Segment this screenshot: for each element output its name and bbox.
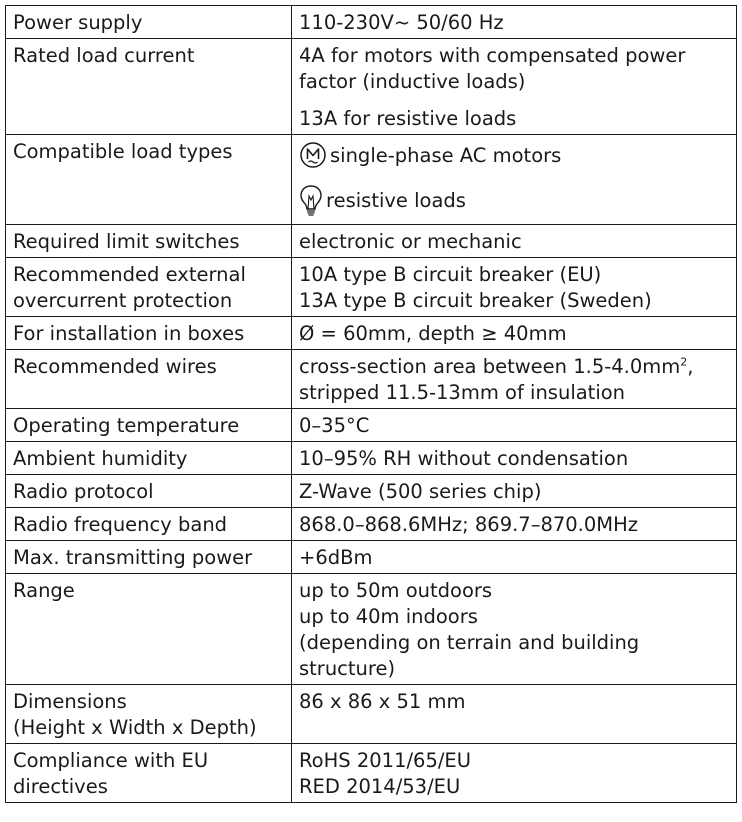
spec-label-text: Operating temperature — [13, 414, 240, 437]
spec-label — [6, 258, 292, 317]
load-type-motor — [299, 140, 730, 172]
spec-label-text: Radio protocol — [13, 480, 154, 503]
spec-value — [292, 39, 737, 135]
spec-label — [6, 225, 292, 258]
spec-label — [6, 574, 292, 685]
spec-value — [292, 508, 737, 541]
spec-label-text: Dimensions — [13, 690, 127, 713]
spec-label — [6, 350, 292, 409]
spec-value-text: Z-Wave (500 series chip) — [299, 480, 542, 503]
spec-value-text — [299, 354, 730, 380]
spec-value-text: 13A for resistive loads — [299, 107, 517, 130]
table-row — [6, 6, 737, 39]
spec-label-text: Recommended external — [13, 263, 246, 286]
table-row — [6, 475, 737, 508]
spec-value — [292, 225, 737, 258]
table-row — [6, 442, 737, 475]
spec-label — [6, 744, 292, 803]
spec-label — [6, 135, 292, 225]
spec-value — [292, 317, 737, 350]
spec-label — [6, 409, 292, 442]
spec-value-text: 13A type B circuit breaker (Sweden) — [299, 289, 652, 312]
spec-value — [292, 135, 737, 225]
spec-label-text: Compliance with EU — [13, 749, 209, 772]
spec-value — [292, 574, 737, 685]
spec-value — [292, 442, 737, 475]
spec-value-text: electronic or mechanic — [299, 230, 522, 253]
spec-label — [6, 39, 292, 135]
table-row — [6, 541, 737, 574]
spec-value — [292, 6, 737, 39]
spec-value-text: RoHS 2011/65/EU — [299, 749, 472, 772]
spec-label-text: Power supply — [13, 11, 143, 34]
spec-value-text: (depending on terrain and building — [299, 631, 640, 654]
spec-value-text: RED 2014/53/EU — [299, 775, 461, 798]
spec-label — [6, 685, 292, 744]
table-row — [6, 135, 737, 225]
spec-value-text: factor (inductive loads) — [299, 70, 526, 93]
spec-label — [6, 442, 292, 475]
table-row — [6, 39, 737, 135]
spec-label-text: (Height x Width x Depth) — [13, 716, 257, 739]
spec-label-text: Max. transmitting power — [13, 546, 253, 569]
light-bulb-icon — [299, 184, 323, 218]
spec-value-text: up to 50m outdoors — [299, 579, 493, 602]
table-row — [6, 409, 737, 442]
spec-label-text: Required limit switches — [13, 230, 240, 253]
table-row — [6, 574, 737, 685]
spec-label-text: Range — [13, 579, 75, 602]
spec-value-text: 0–35°C — [299, 414, 370, 437]
table-row — [6, 225, 737, 258]
specifications-table — [5, 5, 737, 803]
spec-value-text: +6dBm — [299, 546, 373, 569]
spec-value-text: Ø = 60mm, depth ≥ 40mm — [299, 322, 567, 345]
spec-value-text: stripped 11.5-13mm of insulation — [299, 381, 626, 404]
spec-value-text: 10A type B circuit breaker (EU) — [299, 263, 602, 286]
spec-label — [6, 541, 292, 574]
spec-label-text: Recommended wires — [13, 355, 217, 378]
spec-value — [292, 744, 737, 803]
spec-label-text: Ambient humidity — [13, 447, 188, 470]
load-type-label: resistive loads — [326, 189, 466, 212]
spec-value — [292, 258, 737, 317]
spec-value — [292, 541, 737, 574]
spec-label — [6, 508, 292, 541]
motor-icon — [299, 140, 327, 172]
spec-label-text: Radio frequency band — [13, 513, 228, 536]
spec-label — [6, 6, 292, 39]
spec-value-text: up to 40m indoors — [299, 605, 478, 628]
table-row — [6, 317, 737, 350]
spec-label-text: Rated load current — [13, 44, 195, 67]
punctuation: , — [687, 355, 694, 378]
spec-label-text: overcurrent protection — [13, 289, 233, 312]
spec-value-text: 86 x 86 x 51 mm — [299, 690, 466, 713]
spec-label — [6, 475, 292, 508]
spec-value-text: 110-230V~ 50/60 Hz — [299, 11, 504, 34]
load-type-resistive — [299, 184, 730, 218]
superscript: 2 — [680, 355, 688, 369]
table-row — [6, 350, 737, 409]
spec-label — [6, 317, 292, 350]
spec-value-text: structure) — [299, 657, 396, 680]
spec-label-text: directives — [13, 775, 108, 798]
load-type-label: single-phase AC motors — [330, 144, 562, 167]
spec-value — [292, 475, 737, 508]
spec-value-text: 4A for motors with compensated power — [299, 44, 686, 67]
wire-area-text: cross-section area between 1.5-4.0mm — [299, 355, 681, 378]
spec-label-text: Compatible load types — [13, 140, 233, 163]
table-row — [6, 685, 737, 744]
spec-value — [292, 350, 737, 409]
spec-value-text: 10–95% RH without condensation — [299, 447, 629, 470]
spec-label-text: For installation in boxes — [13, 322, 245, 345]
spec-value — [292, 685, 737, 744]
table-row — [6, 508, 737, 541]
spec-value — [292, 409, 737, 442]
spec-value-text: 868.0–868.6MHz; 869.7–870.0MHz — [299, 513, 639, 536]
table-row — [6, 744, 737, 803]
table-row — [6, 258, 737, 317]
